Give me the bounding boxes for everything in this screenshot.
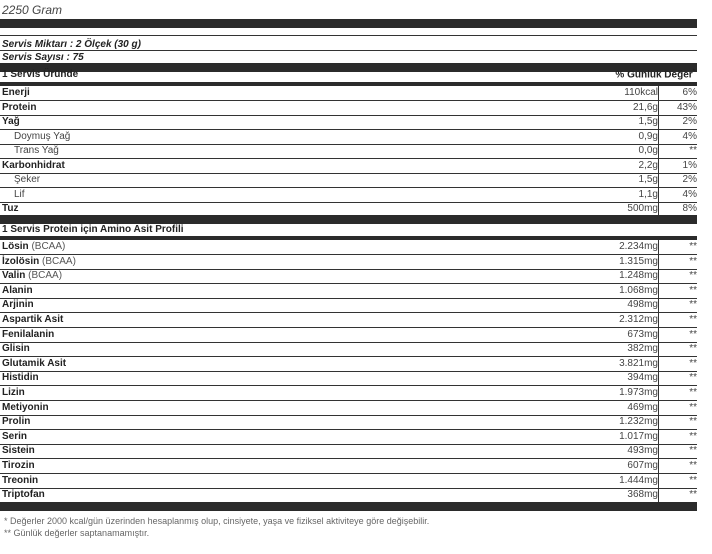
nutrient-amount: 368mg (627, 489, 658, 501)
column-divider (658, 386, 659, 401)
divider-thin (0, 35, 697, 36)
nutrient-name (2, 416, 30, 427)
nutrient-name-text: Glutamik Asit (2, 357, 67, 369)
daily-value-percent: 6% (682, 87, 697, 98)
nutrient-name-text: Lif (14, 188, 25, 200)
daily-value-percent: ** (689, 343, 697, 355)
nutrient-amount: 394mg (627, 372, 658, 384)
column-divider (658, 444, 659, 459)
column-divider (658, 130, 659, 145)
amino-row (0, 255, 697, 270)
amino-row (0, 357, 697, 372)
serving-count: Servis Sayısı : 75 (2, 52, 84, 63)
column-divider (658, 173, 659, 188)
nutrition-header (2, 69, 695, 80)
divider-thick (0, 502, 697, 511)
amino-row (0, 444, 697, 459)
nutrient-name-text: Metiyonin (2, 401, 49, 413)
nutrient-qualifier: (BCAA) (25, 270, 63, 282)
nutrient-amount: 1,1g (638, 188, 658, 200)
nutrient-amount: 110kcal (624, 87, 658, 98)
asterisk-mark: * (692, 69, 695, 75)
amino-row (0, 386, 697, 401)
nutrition-row (0, 159, 697, 174)
nutrient-name (2, 256, 76, 267)
column-divider (658, 415, 659, 430)
nutrient-name-text: Doymuş Yağ (14, 130, 71, 142)
divider-thin (0, 50, 697, 51)
daily-value-percent: ** (689, 372, 697, 384)
daily-value-percent: ** (689, 460, 697, 471)
daily-value-percent: ** (689, 401, 697, 413)
column-divider (658, 401, 659, 416)
column-divider (658, 159, 659, 174)
nutrient-qualifier: (BCAA) (39, 255, 76, 267)
nutrition-row (0, 188, 697, 203)
amino-row (0, 269, 697, 284)
daily-value-percent: 1% (682, 159, 697, 171)
nutrient-name (2, 116, 20, 127)
column-divider (658, 298, 659, 313)
divider-thick (0, 215, 697, 224)
column-divider (658, 284, 659, 299)
column-divider (658, 459, 659, 474)
nutrient-name-text: Şeker (14, 174, 41, 185)
nutrient-name-text: Enerji (2, 87, 30, 98)
column-divider (658, 488, 659, 503)
nutrient-amount: 1.444mg (619, 474, 658, 486)
daily-value-percent: ** (689, 241, 697, 252)
nutrition-row (0, 144, 697, 159)
column-divider (658, 144, 659, 159)
daily-value-percent: ** (689, 299, 697, 311)
nutrient-name-text: Karbonhidrat (2, 159, 65, 171)
nutrient-amount: 1,5g (638, 174, 658, 185)
nutrient-name-text: Protein (2, 101, 37, 113)
nutrient-name-text: Fenilalanin (2, 328, 55, 340)
nutrient-name (2, 102, 36, 113)
nutrient-amount: 3.821mg (619, 357, 658, 369)
amino-row (0, 328, 697, 343)
daily-value-percent: ** (689, 255, 697, 267)
nutrient-name (2, 387, 25, 398)
daily-value-percent: 4% (682, 130, 697, 142)
nutrient-name-text: Yağ (2, 116, 20, 127)
daily-value-percent: 2% (682, 174, 697, 185)
nutrient-name (2, 270, 62, 281)
nutrient-amount: 1.017mg (619, 430, 658, 442)
daily-value-percent: ** (689, 489, 697, 501)
nutrient-name-text: İzolösin (2, 255, 40, 267)
column-divider (658, 357, 659, 372)
footnote-daily-value: * Değerler 2000 kcal/gün üzerinden hesaplanmış olup, cinsiyete, yaşa ve fiziksel aktiviteye göre değişebilir. (4, 516, 430, 526)
nutrient-amount: 1,5g (638, 116, 658, 127)
amino-header: 1 Servis Protein için Amino Asit Profili (2, 224, 184, 235)
nutrient-name (14, 131, 70, 142)
nutrient-name (2, 431, 27, 442)
daily-value-percent: ** (689, 387, 697, 398)
nutrition-row (0, 115, 697, 130)
nutrient-name (14, 189, 25, 200)
nutrient-name-text: Trans Yağ (14, 145, 59, 156)
nutrient-name-text: Arjinin (2, 299, 34, 311)
amino-row (0, 298, 697, 313)
column-divider (658, 474, 659, 489)
amino-row (0, 401, 697, 416)
nutrient-name (2, 203, 18, 214)
nutrient-amount: 673mg (627, 328, 658, 340)
amino-row (0, 488, 697, 503)
footnote-no-daily-value: ** Günlük değerler saptanamamıştır. (4, 528, 150, 538)
column-divider (658, 342, 659, 357)
nutrient-name (2, 358, 66, 369)
daily-value-percent: ** (689, 445, 697, 457)
daily-value-percent: 2% (682, 116, 697, 127)
nutrient-name (2, 460, 35, 471)
nutrient-name-text: Tuz (2, 203, 19, 214)
nutrient-name-text: Tirozin (2, 460, 35, 471)
nutrient-name (2, 489, 45, 500)
nutrient-amount: 500mg (627, 203, 658, 214)
column-divider (658, 240, 659, 255)
nutrient-name (2, 241, 65, 252)
nutrient-name-text: Sistein (2, 445, 35, 457)
nutrient-name-text: Prolin (2, 416, 31, 428)
nutrient-name-text: Valin (2, 270, 26, 282)
amino-row (0, 313, 697, 328)
daily-value-percent: ** (689, 145, 697, 156)
nutrient-amount: 1.973mg (619, 387, 658, 398)
nutrient-amount: 469mg (627, 401, 658, 413)
amino-row (0, 459, 697, 474)
amino-row (0, 415, 697, 430)
nutrient-name (2, 372, 39, 383)
nutrient-amount: 607mg (627, 460, 658, 471)
daily-value-percent: ** (689, 314, 697, 325)
column-divider (658, 115, 659, 130)
column-divider (658, 430, 659, 445)
daily-value-percent: ** (689, 357, 697, 369)
serving-size: Servis Miktarı : 2 Ölçek (30 g) (2, 39, 141, 50)
nutrient-amount: 2.312mg (619, 314, 658, 325)
nutrient-name (2, 329, 54, 340)
nutrient-name-text: Alanin (2, 284, 33, 296)
nutrition-header-left: 1 Servis Üründe (2, 69, 79, 80)
nutrient-name (2, 445, 35, 456)
nutrient-name (2, 402, 49, 413)
nutrient-amount: 1.315mg (619, 255, 658, 267)
amino-row (0, 342, 697, 357)
nutrient-name-text: Serin (2, 430, 28, 442)
nutrient-name-text: Treonin (2, 474, 39, 486)
nutrition-header-right: % Günlük Değer* (615, 69, 695, 81)
nutrient-name (2, 87, 30, 98)
nutrient-amount: 1.248mg (619, 270, 658, 282)
nutrient-name (2, 285, 33, 296)
nutrient-amount: 382mg (627, 343, 658, 355)
nutrient-amount: 1.068mg (619, 284, 658, 296)
nutrient-amount: 498mg (627, 299, 658, 311)
column-divider (658, 101, 659, 116)
divider-thick (0, 19, 697, 28)
nutrient-name-text: Lösin (2, 241, 29, 252)
nutrition-row (0, 130, 697, 145)
daily-value-percent: ** (689, 474, 697, 486)
column-divider (658, 313, 659, 328)
amino-row (0, 284, 697, 299)
daily-value-percent: ** (689, 430, 697, 442)
daily-value-percent: 4% (682, 188, 697, 200)
nutrient-amount: 1.232mg (619, 416, 658, 428)
amino-row (0, 430, 697, 445)
nutrition-row (0, 173, 697, 188)
column-divider (658, 255, 659, 270)
nutrient-amount: 21,6g (632, 101, 658, 113)
nutrient-name-text: Triptofan (2, 489, 45, 501)
nutrient-name-text: Aspartik Asit (2, 314, 64, 325)
nutrition-row (0, 101, 697, 116)
nutrient-qualifier: (BCAA) (28, 241, 66, 252)
column-divider (658, 371, 659, 386)
daily-value-percent: 8% (682, 203, 697, 214)
nutrition-row (0, 86, 697, 101)
amino-row (0, 474, 697, 489)
nutrient-name (2, 299, 34, 310)
nutrient-amount: 493mg (627, 445, 658, 457)
amino-row (0, 240, 697, 255)
nutrient-name-text: Lizin (2, 387, 25, 398)
daily-value-percent: ** (689, 270, 697, 282)
daily-value-percent: 43% (676, 101, 697, 113)
nutrient-amount: 0,0g (638, 145, 658, 156)
column-divider (658, 269, 659, 284)
nutrient-name (2, 343, 30, 354)
product-weight: 2250 Gram (2, 3, 63, 17)
nutrient-name-text: Glisin (2, 343, 30, 355)
column-divider (658, 86, 659, 101)
daily-value-percent: ** (689, 328, 697, 340)
daily-value-percent: ** (689, 284, 697, 296)
amino-row (0, 371, 697, 386)
nutrient-amount: 0,9g (638, 130, 658, 142)
nutrient-name-text: Histidin (2, 372, 39, 384)
nutrient-name (14, 145, 59, 156)
nutrient-name (2, 160, 65, 171)
column-divider (658, 188, 659, 203)
nutrient-amount: 2,2g (638, 159, 658, 171)
nutrient-name (14, 174, 40, 185)
nutrient-amount: 2.234mg (619, 241, 658, 252)
column-divider (658, 328, 659, 343)
nutrient-name (2, 314, 63, 325)
daily-value-percent: ** (689, 416, 697, 428)
nutrient-name (2, 475, 38, 486)
